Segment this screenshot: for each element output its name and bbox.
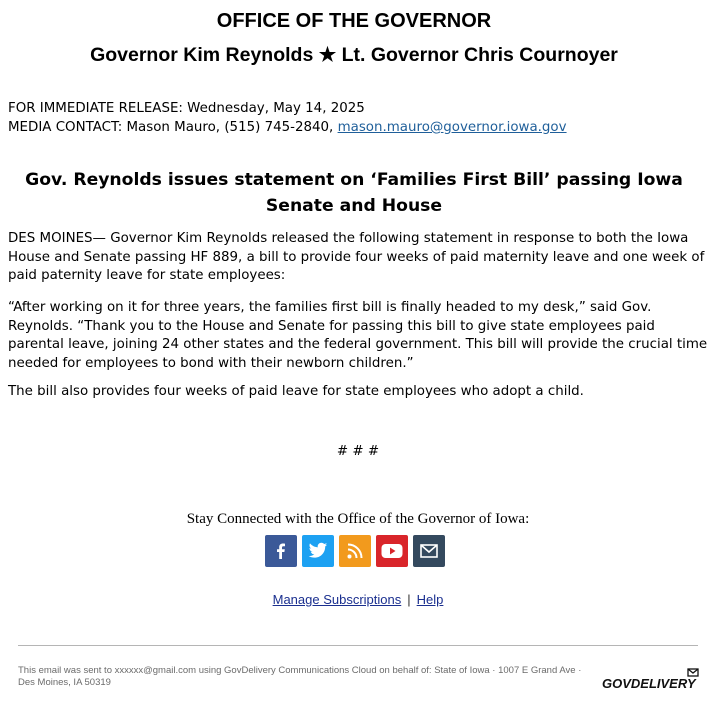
social-icons (265, 535, 445, 567)
link-separator: | (407, 592, 411, 607)
help-link[interactable]: Help (416, 592, 444, 607)
subscription-links (0, 592, 708, 607)
media-contact (8, 118, 567, 137)
end-mark: # # # (336, 444, 380, 459)
govdelivery-logo[interactable] (602, 668, 702, 694)
media-contact-text: MEDIA CONTACT: Mason Mauro, (515) 745-2840, (8, 120, 338, 135)
release-meta (8, 99, 567, 137)
paragraph-quote: “After working on it for three years, the families first bill is finally headed to my desk,” said Gov. Reynolds. “Thank you to the House and Senate for passing this bill to give state employees paid parental leave, joining 24 other states and the federal government. This bill will provide the crucial time needed for employees to bond with their newborn children.” (8, 300, 708, 371)
footer-divider (18, 645, 698, 646)
governors-line: Governor Kim Reynolds ★ Lt. Governor Chris Cournoyer (90, 44, 618, 66)
paragraph-adoption: The bill also provides four weeks of paid leave for state employees who adopt a child. (8, 384, 584, 399)
paragraph-intro: DES MOINES— Governor Kim Reynolds released the following statement in response to both the Iowa House and Senate passing HF 889, a bill to provide four weeks of paid maternity leave and one week of paid paternity leave for state employees: (8, 231, 705, 283)
rss-icon[interactable] (339, 535, 371, 567)
footer-text: This email was sent to xxxxxx@gmail.com using GovDelivery Communications Cloud on behalf of: State of Iowa · 1007 E Grand Ave · Des Moines, IA 50319 (18, 665, 582, 688)
twitter-icon[interactable] (302, 535, 334, 567)
release-date: FOR IMMEDIATE RELEASE: Wednesday, May 14, 2025 (8, 101, 365, 116)
manage-subscriptions-link[interactable]: Manage Subscriptions (272, 592, 402, 607)
email-icon[interactable] (413, 535, 445, 567)
stay-connected-text: Stay Connected with the Office of the Governor of Iowa: (186, 511, 530, 527)
govdelivery-logo-text: GOVDELIVERY (602, 676, 696, 691)
youtube-icon[interactable] (376, 535, 408, 567)
facebook-icon[interactable] (265, 535, 297, 567)
headline: Gov. Reynolds issues statement on ‘Families First Bill’ passing Iowa Senate and House (25, 170, 683, 216)
office-title: OFFICE OF THE GOVERNOR (216, 10, 492, 32)
media-contact-email-link[interactable]: mason.mauro@governor.iowa.gov (337, 120, 567, 135)
